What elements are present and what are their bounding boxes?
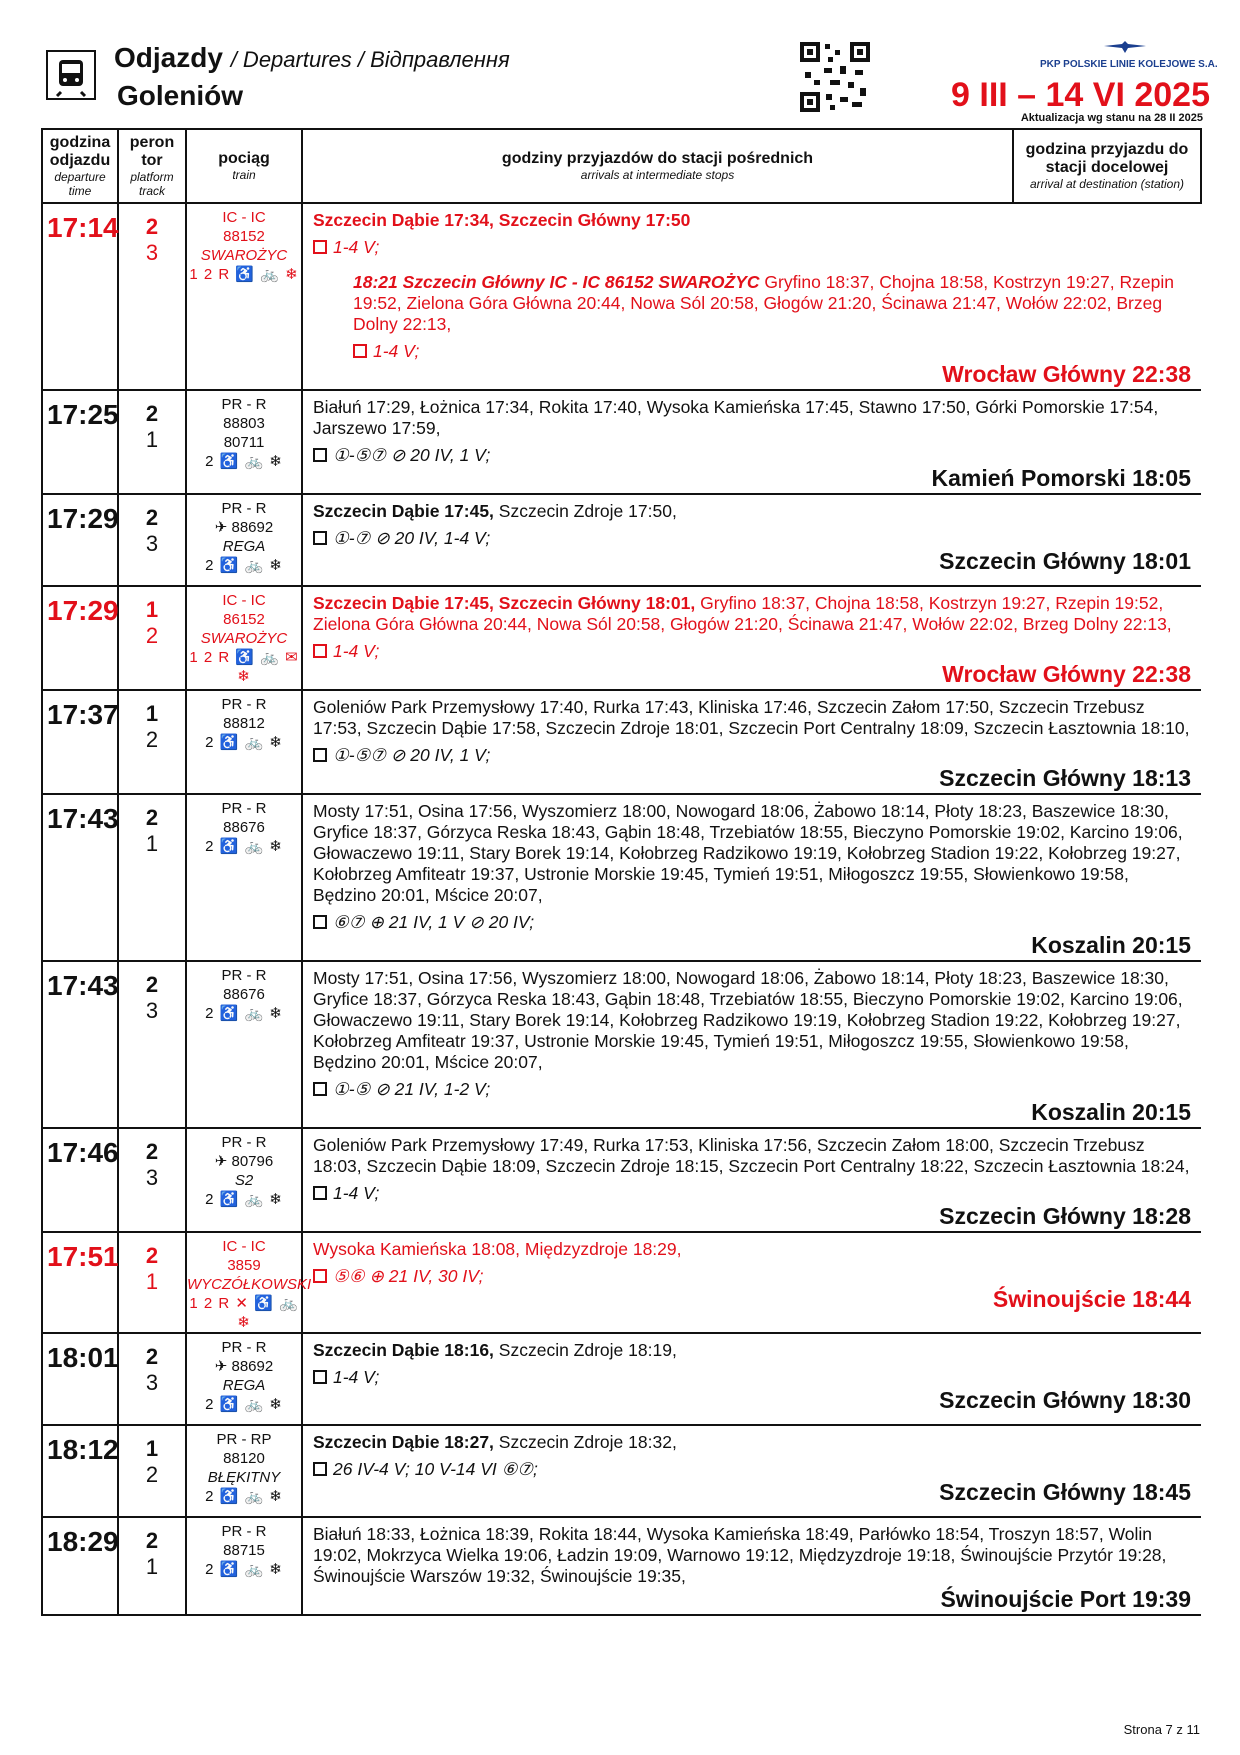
operating-days: ①-⑤⑦ ⊘ 20 IV, 1 V; (313, 445, 1191, 466)
departure-row (42, 961, 1201, 1128)
train-name: SWAROŻYC (200, 247, 288, 264)
destination: Wrocław Główny 22:38 (942, 361, 1191, 387)
platform: 1 (145, 1436, 159, 1461)
departure-time: 18:12 (42, 1425, 118, 1517)
calendar-icon (353, 344, 367, 358)
track: 1 (145, 1554, 159, 1579)
calendar-icon (313, 1462, 327, 1476)
qr-code[interactable] (800, 42, 870, 112)
destination: Wrocław Główny 22:38 (942, 661, 1191, 687)
stops-list: Białuń 18:33, Łożnica 18:39, Rokita 18:44, Wysoka Kamieńska 18:49, Parłówko 18:54, Troszyn 18:57, Wolin 19:02, Mokrzyca Wielka 19:06, Ładzin 19:09, Warnowo 19:12, Międzyzdroje 19:18, Świnoujście Przytór 19:28, Świnoujście Warszów 19:32, Świnoujście 19:35, (313, 1524, 1167, 1586)
service-icons: 2 ♿ 🚲 ❄ (205, 1561, 283, 1578)
operating-days: 1-4 V; (313, 641, 1191, 662)
track: 2 (145, 1462, 159, 1487)
platform-track (118, 1333, 186, 1425)
destination: Koszalin 20:15 (1031, 932, 1191, 958)
train-info (186, 390, 302, 494)
train-number: 86152 (223, 611, 265, 628)
platform-track (118, 1425, 186, 1517)
service-icons: 2 ♿ 🚲 ❄ (205, 557, 283, 574)
operating-days: 1-4 V; (313, 1367, 1191, 1388)
destination: Szczecin Główny 18:30 (939, 1387, 1191, 1413)
carrier: PR - R (221, 500, 267, 517)
stops-list: Goleniów Park Przemysłowy 17:49, Rurka 17:53, Kliniska 17:56, Szczecin Załom 18:00, Szczecin Trzebusz 18:03, Szczecin Dąbie 18:09, Szczecin Zdroje 18:15, Szczecin Port Centralny 18:22, Szczecin Łasztownia 18:24, (313, 1135, 1190, 1176)
train-number: 88812 (223, 715, 265, 732)
connection (353, 272, 1191, 335)
carrier: IC - IC (222, 592, 266, 609)
platform: 1 (145, 597, 159, 622)
platform: 2 (145, 1243, 159, 1268)
intermediate-stops (302, 494, 1201, 586)
carrier: PR - R (221, 696, 267, 713)
destination: Koszalin 20:15 (1031, 1099, 1191, 1125)
destination: Szczecin Główny 18:28 (939, 1203, 1191, 1229)
track: 3 (145, 531, 159, 556)
track: 3 (145, 1165, 159, 1190)
train-name: REGA (222, 1377, 266, 1394)
train-name: SWAROŻYC (200, 630, 288, 647)
calendar-icon (313, 448, 327, 462)
connection-days: 1-4 V; (353, 341, 1191, 362)
platform-track (118, 203, 186, 390)
carrier: PR - R (221, 800, 267, 817)
stops-list: Szczecin Zdroje 17:50, (498, 501, 677, 521)
train-info (186, 961, 302, 1128)
destination: Szczecin Główny 18:01 (939, 548, 1191, 574)
table-header-row (42, 129, 1201, 203)
departure-time: 17:37 (42, 690, 118, 794)
col-header-train: pociąg train (186, 129, 302, 203)
departure-time: 17:29 (42, 586, 118, 690)
departure-time: 17:14 (42, 203, 118, 390)
destination: Szczecin Główny 18:45 (939, 1479, 1191, 1505)
train-info (186, 1128, 302, 1232)
calendar-icon (313, 748, 327, 762)
platform-track (118, 961, 186, 1128)
platform-track (118, 390, 186, 494)
train-info (186, 1232, 312, 1333)
departure-row (42, 1232, 1201, 1333)
stops-list: Szczecin Zdroje 18:32, (498, 1432, 677, 1452)
track: 3 (145, 998, 159, 1023)
platform: 2 (145, 805, 159, 830)
calendar-icon (313, 1370, 327, 1384)
track: 2 (145, 727, 159, 752)
intermediate-stops (302, 1333, 1201, 1425)
intermediate-stops (302, 1232, 1201, 1333)
departure-row (42, 586, 1201, 690)
stops-bold: Szczecin Dąbie 18:27, (313, 1432, 494, 1452)
departure-row (42, 1425, 1201, 1517)
operating-days: ⑤⑥ ⊕ 21 IV, 30 IV; (313, 1266, 1191, 1287)
platform-track (118, 1517, 186, 1615)
platform-track (118, 586, 186, 690)
departure-time: 17:43 (42, 961, 118, 1128)
train-info (186, 494, 302, 586)
departure-time: 18:01 (42, 1333, 118, 1425)
train-number: 88152 (223, 228, 265, 245)
stops-list: Gryfino 18:37, Chojna 18:58, Kostrzyn 19:27, Rzepin 19:52, Zielona Góra Główna 20:44, Nowa Sól 20:58, Głogów 21:20, Ścinawa 21:47, Wołów 22:02, Brzeg Dolny 22:13, (313, 593, 1172, 634)
intermediate-stops (302, 1128, 1201, 1232)
departure-row (42, 203, 1201, 390)
carrier: PR - R (221, 967, 267, 984)
page-number: Strona 7 z 11 (1123, 1722, 1200, 1737)
track: 1 (145, 831, 159, 856)
destination: Szczecin Główny 18:13 (939, 765, 1191, 791)
train-number: ✈ 80796 (214, 1153, 274, 1170)
calendar-icon (313, 531, 327, 545)
carrier: PR - RP (216, 1431, 272, 1448)
carrier: PR - R (221, 1134, 267, 1151)
train-number: ✈ 88692 (214, 1358, 274, 1375)
calendar-icon (313, 644, 327, 658)
train-number: ✈ 88692 (214, 519, 274, 536)
service-icons: 2 ♿ 🚲 ❄ (205, 1005, 283, 1022)
train-name: BŁĘKITNY (207, 1469, 281, 1486)
operating-days: ①-⑤ ⊘ 21 IV, 1-2 V; (313, 1079, 1191, 1100)
col-header-destination: godzina przyjazdu do stacji docelowej arrival at destination (station) (1013, 129, 1201, 203)
calendar-icon (313, 915, 327, 929)
train-info (186, 690, 302, 794)
stops-bold: Szczecin Dąbie 17:34, Szczecin Główny 17:50 (313, 210, 691, 230)
departure-time: 17:29 (42, 494, 118, 586)
service-icons: 2 ♿ 🚲 ❄ (205, 453, 283, 470)
operating-days: 26 IV-4 V; 10 V-14 VI ⑥⑦; (313, 1459, 1191, 1480)
train-number: 88803 (223, 415, 265, 432)
train-icon (46, 50, 96, 100)
intermediate-stops (302, 794, 1201, 961)
departure-row (42, 390, 1201, 494)
platform-track (118, 690, 186, 794)
platform-track (118, 494, 186, 586)
departure-row (42, 794, 1201, 961)
intermediate-stops (302, 586, 1201, 690)
destination: Kamień Pomorski 18:05 (931, 465, 1191, 491)
departure-row (42, 1517, 1201, 1615)
departure-row (42, 1333, 1201, 1425)
col-header-platform: peron tor platform track (118, 129, 186, 203)
stops-list: Goleniów Park Przemysłowy 17:40, Rurka 17:43, Kliniska 17:46, Szczecin Załom 17:50, Szczecin Trzebusz 17:53, Szczecin Dąbie 17:58, Szczecin Zdroje 18:01, Szczecin Port Centralny 18:09, Szczecin Łasztownia 18:10, (313, 697, 1190, 738)
platform: 2 (145, 1528, 159, 1553)
carrier: PR - R (221, 396, 267, 413)
train-number-2: 80711 (223, 434, 265, 451)
departure-row (42, 1128, 1201, 1232)
page-title: Odjazdy / Departures / Відправлення (114, 42, 510, 73)
stops-bold: Szczecin Dąbie 17:45, (313, 501, 494, 521)
stops-list: Białuń 17:29, Łożnica 17:34, Rokita 17:40, Wysoka Kamieńska 17:45, Stawno 17:50, Górki Pomorskie 17:54, Jarszewo 17:59, (313, 397, 1159, 438)
stops-bold: Szczecin Dąbie 18:16, (313, 1340, 494, 1360)
train-info (186, 1425, 302, 1517)
operating-days: 1-4 V; (313, 1183, 1191, 1204)
update-note: Aktualizacja wg stanu na 28 II 2025 (1020, 112, 1203, 124)
calendar-icon (313, 1082, 327, 1096)
platform: 2 (145, 1344, 159, 1369)
intermediate-stops (302, 1425, 1201, 1517)
platform: 1 (145, 701, 159, 726)
train-number: 88120 (223, 1450, 265, 1467)
service-icons: 2 ♿ 🚲 ❄ (205, 1191, 283, 1208)
operating-days: ①-⑤⑦ ⊘ 20 IV, 1 V; (313, 745, 1191, 766)
pkp-plk-logo: PKP POLSKIE LINIE KOLEJOWE S.A. (1040, 40, 1210, 70)
operating-days: ①-⑦ ⊘ 20 IV, 1-4 V; (313, 528, 1191, 549)
connection-stops: Gryfino 18:37, Chojna 18:58, Kostrzyn 19:27, Rzepin 19:52, Zielona Góra Główna 20:44, Nowa Sól 20:58, Głogów 21:20, Ścinawa 21:47, Wołów 22:02, Brzeg Dolny 22:13, (353, 272, 1174, 334)
train-info (186, 794, 302, 961)
col-header-stops: godziny przyjazdów do stacji pośrednich arrivals at intermediate stops (302, 129, 1013, 203)
intermediate-stops (302, 690, 1201, 794)
intermediate-stops (302, 390, 1201, 494)
calendar-icon (313, 1269, 327, 1283)
track: 2 (145, 623, 159, 648)
service-icons: 1 2 R ♿ 🚲 ❄ (189, 266, 299, 283)
validity-period: 9 III – 14 VI 2025 (951, 76, 1210, 114)
title-translations: / Departures / Відправлення (230, 47, 510, 72)
train-info (186, 586, 302, 690)
train-name: WYCZÓŁKOWSKI (187, 1276, 312, 1293)
carrier: PR - R (221, 1339, 267, 1356)
service-icons: 1 2 R ✕ ♿ 🚲 ❄ (189, 1295, 299, 1331)
train-number: 3859 (227, 1257, 261, 1274)
intermediate-stops (302, 1517, 1201, 1615)
station-name: Goleniów (117, 80, 243, 111)
carrier: IC - IC (222, 209, 266, 226)
destination: Świnoujście 18:44 (992, 1286, 1191, 1312)
stops-list: Mosty 17:51, Osina 17:56, Wyszomierz 18:00, Nowogard 18:06, Żabowo 18:14, Płoty 18:23, Baszewice 18:30, Gryfice 18:37, Górzyca Reska 18:43, Gąbin 18:48, Trzebiatów 18:55, Bieczyno Pomorskie 19:02, Karcino 19:06, Głowaczewo 19:11, Stary Borek 19:14, Kołobrzeg Radzikowo 19:19, Kołobrzeg Stadion 19:22, Kołobrzeg 19:27, Kołobrzeg Amfiteatr 19:37, Ustronie Morskie 19:45, Tymień 19:51, Miłogoszcz 19:55, Słowienkowo 19:58, Będzino 20:01, Mścice 20:07, (313, 968, 1183, 1072)
departure-time: 17:51 (42, 1232, 118, 1333)
platform: 2 (145, 505, 159, 530)
connection-head: 18:21 Szczecin Główny IC - IC 86152 SWAROŻYC (353, 272, 760, 292)
train-info (186, 1333, 302, 1425)
platform-track (118, 1128, 186, 1232)
intermediate-stops (302, 961, 1201, 1128)
platform: 2 (145, 972, 159, 997)
departure-time: 17:46 (42, 1128, 118, 1232)
calendar-icon (313, 1186, 327, 1200)
stops-bold: Szczecin Dąbie 17:45, Szczecin Główny 18:01, (313, 593, 696, 613)
operating-days: 1-4 V; (313, 237, 1191, 258)
stops-list: Wysoka Kamieńska 18:08, Międzyzdroje 18:29, (313, 1239, 682, 1259)
departures-table (41, 128, 1202, 1616)
departure-time: 17:25 (42, 390, 118, 494)
train-info (186, 203, 302, 390)
track: 1 (145, 1269, 159, 1294)
train-name: S2 (234, 1172, 254, 1189)
carrier: IC - IC (222, 1238, 266, 1255)
departure-row (42, 690, 1201, 794)
train-name: REGA (222, 538, 266, 555)
train-info (186, 1517, 302, 1615)
service-icons: 2 ♿ 🚲 ❄ (205, 1396, 283, 1413)
platform-track (118, 1232, 186, 1333)
service-icons: 2 ♿ 🚲 ❄ (205, 838, 283, 855)
track: 3 (145, 1370, 159, 1395)
train-number: 88676 (223, 986, 265, 1003)
service-icons: 2 ♿ 🚲 ❄ (205, 734, 283, 751)
departure-row (42, 494, 1201, 586)
carrier: PR - R (221, 1523, 267, 1540)
stops-list: Mosty 17:51, Osina 17:56, Wyszomierz 18:00, Nowogard 18:06, Żabowo 18:14, Płoty 18:23, Baszewice 18:30, Gryfice 18:37, Górzyca Reska 18:43, Gąbin 18:48, Trzebiatów 18:55, Bieczyno Pomorskie 19:02, Karcino 19:06, Głowaczewo 19:11, Stary Borek 19:14, Kołobrzeg Radzikowo 19:19, Kołobrzeg Stadion 19:22, Kołobrzeg 19:27, Kołobrzeg Amfiteatr 19:37, Ustronie Morskie 19:45, Tymień 19:51, Miłogoszcz 19:55, Słowienkowo 19:58, Będzino 20:01, Mścice 20:07, (313, 801, 1183, 905)
departure-time: 18:29 (42, 1517, 118, 1615)
platform: 2 (145, 214, 159, 239)
train-number: 88715 (223, 1542, 265, 1559)
platform: 2 (145, 401, 159, 426)
platform: 2 (145, 1139, 159, 1164)
service-icons: 1 2 R ♿ 🚲 ✉ ❄ (189, 649, 299, 685)
platform-track (118, 794, 186, 961)
service-icons: 2 ♿ 🚲 ❄ (205, 1488, 283, 1505)
track: 3 (145, 240, 159, 265)
stops-list: Szczecin Zdroje 18:19, (498, 1340, 677, 1360)
train-number: 88676 (223, 819, 265, 836)
calendar-icon (313, 240, 327, 254)
col-header-time: godzina odjazdu departure time (42, 129, 118, 203)
track: 1 (145, 427, 159, 452)
departure-time: 17:43 (42, 794, 118, 961)
operating-days: ⑥⑦ ⊕ 21 IV, 1 V ⊘ 20 IV; (313, 912, 1191, 933)
intermediate-stops (302, 203, 1201, 390)
destination: Świnoujście Port 19:39 (940, 1586, 1191, 1612)
